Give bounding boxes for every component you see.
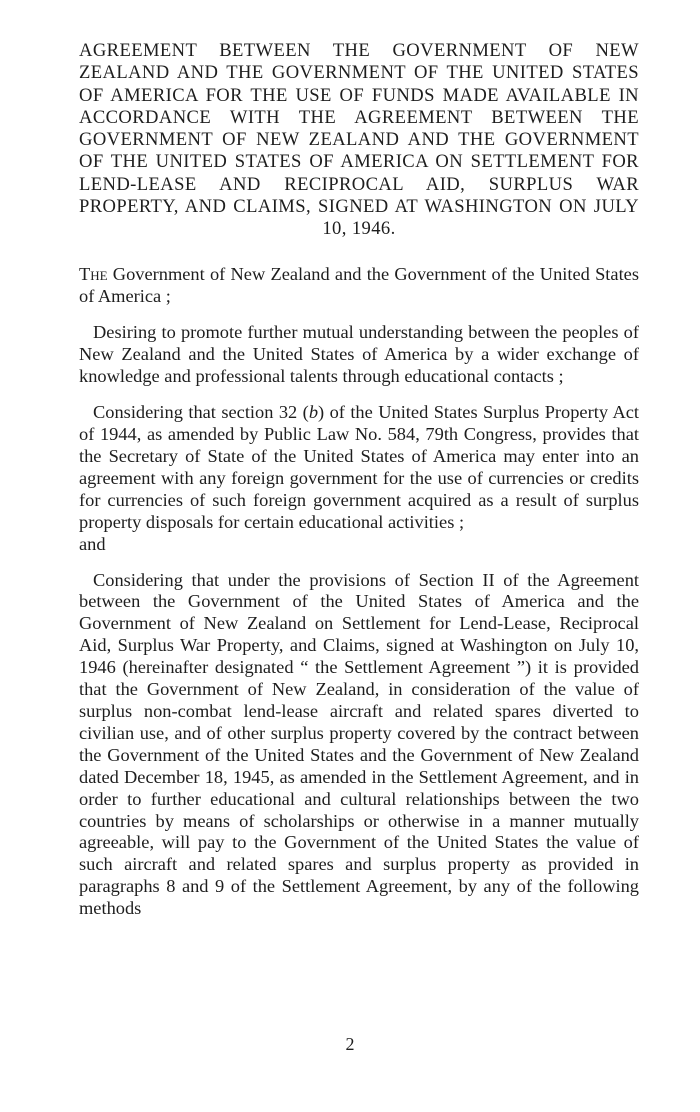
considering-settlement-paragraph: Considering that under the provisions of Section II of the Agreement between the Government of the United States of America and the Government of New Zealand on Settlement for Lend-Lease, Reciprocal Aid, Surplus War Property, and Claims, signed at Washington on July 10, 1946 (hereinafter designated “ the Settlement Agreement ”) it is provided that the Government of New Zealand, in consideration of the value of surplus non-combat lend-lease aircraft and related spares diverted to civilian use, and of other surplus property covered by the contract between the Government of the United States and the Government of New Zealand dated December 18, 1945, as amended in the Settlement Agreement, and in order to further educational and cultural relationships between the two countries by means of scholarships or otherwise in a manner mutually agreeable, will pay to the Government of the United States the value of such aircraft and related spares and surplus property as provided in paragraphs 8 and 9 of the Settlement Agreement, by any of the following methods [79,569,639,919]
desiring-paragraph: Desiring to promote further mutual understanding between the peoples of New Zealand and the United States of America by a wider exchange of knowledge and professional talents through educational contacts ; [79,322,639,387]
opening-paragraph [79,264,639,308]
considering-surplus-italic: b [308,402,319,423]
considering-surplus-after: ) of the United States Surplus Property Act of 1944, as amended by Public Law No. 584, 79th Congress, provides that the Secretary of State of the United States of America may enter into an agreement with any foreign government for the use of currencies or credits for currencies of such foreign government acquired as a result of surplus property disposals for certain educational activities ; [79,402,639,532]
considering-surplus-paragraph [79,402,639,533]
opening-text: Government of New Zealand and the Government of the United States of America ; [79,263,639,306]
document-page [79,40,639,934]
opening-lead-word: The [79,263,108,284]
document-title: AGREEMENT BETWEEN THE GOVERNMENT OF NEW ZEALAND AND THE GOVERNMENT OF THE UNITED STATES OF AMERICA FOR THE USE OF FUNDS MADE AVAILABLE IN ACCORDANCE WITH THE AGREEMENT BETWEEN THE GOVERNMENT OF NEW ZEALAND AND THE GOVERNMENT OF THE UNITED STATES OF AMERICA ON SETTLEMENT FOR LEND-LEASE AND RECIPROCAL AID, SURPLUS WAR PROPERTY, AND CLAIMS, SIGNED AT WASHINGTON ON JULY 10, 1946. [79,40,639,240]
considering-surplus-before: Considering that section 32 ( [93,402,309,423]
and-line: and [79,533,106,554]
page-number: 2 [345,1034,355,1054]
